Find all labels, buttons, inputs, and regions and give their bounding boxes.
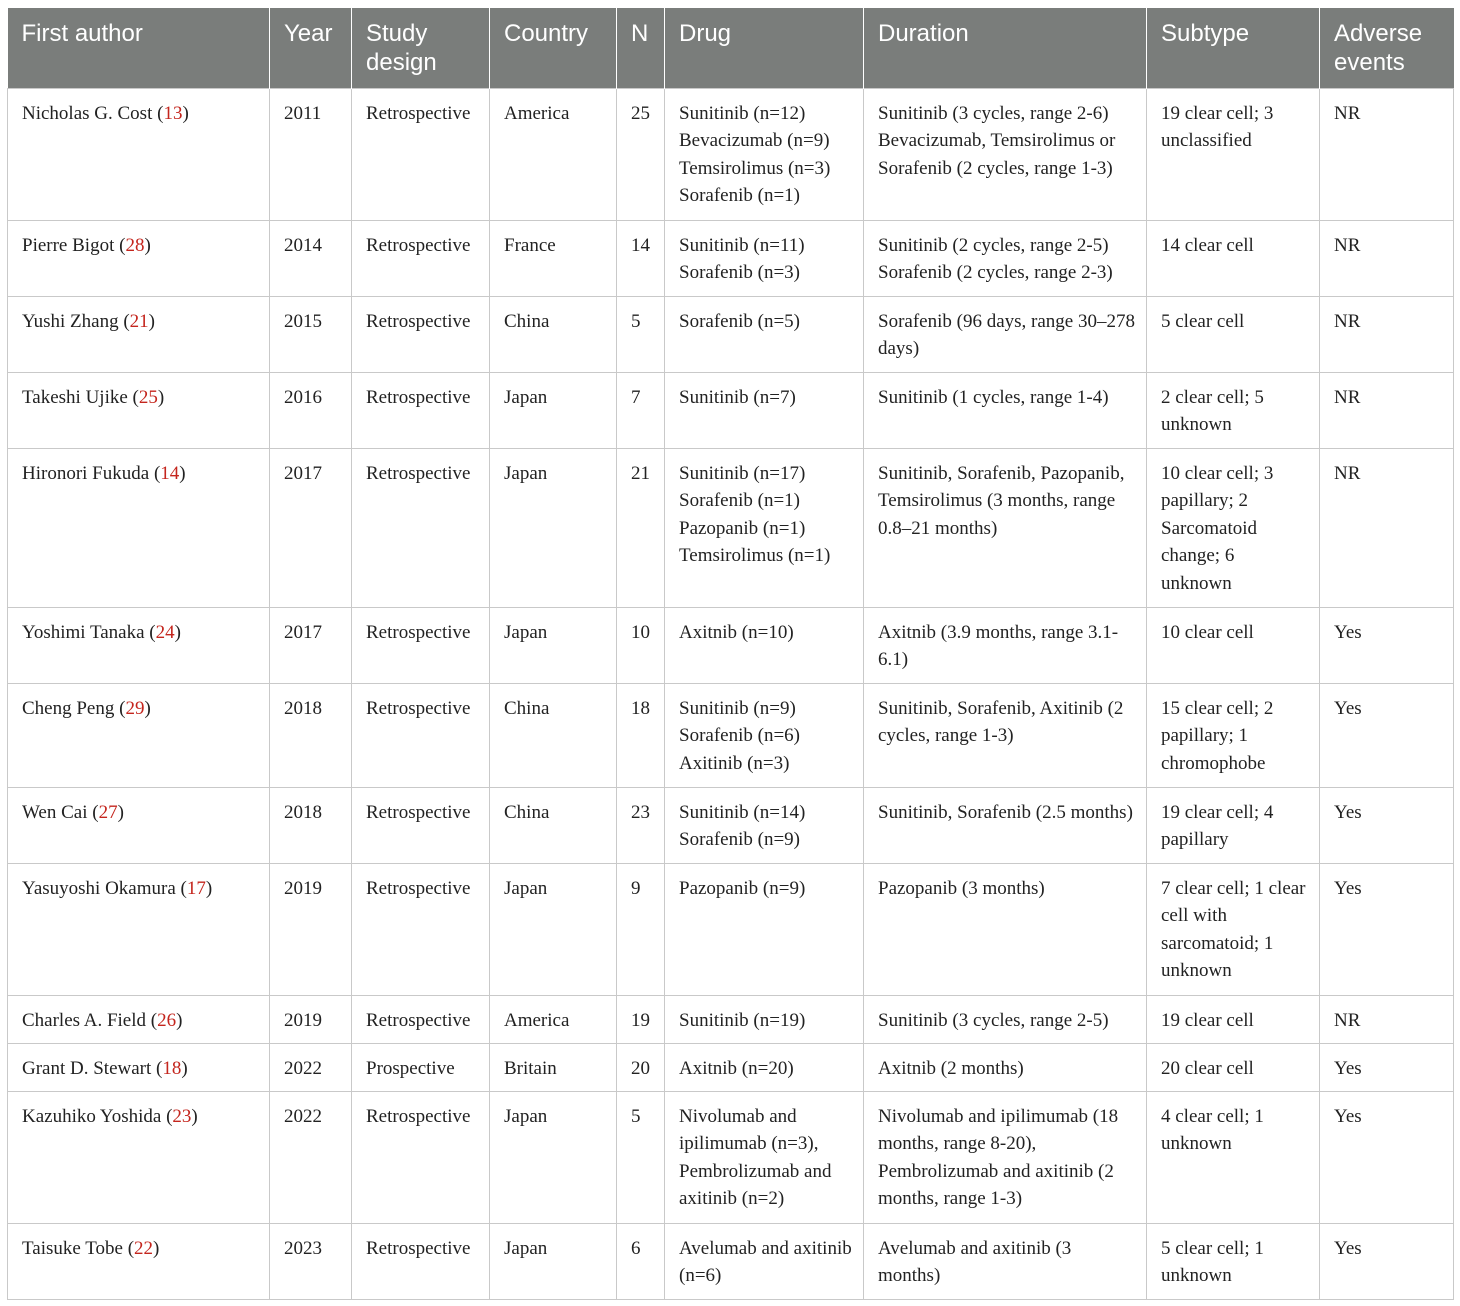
cell-year: 2017: [270, 607, 352, 683]
cell-duration: Sunitinib, Sorafenib, Pazopanib, Temsirolimus (3 months, range 0.8–21 months): [864, 448, 1147, 607]
cell-drug: Sunitinib (n=17) Sorafenib (n=1) Pazopanib (n=1) Temsirolimus (n=1): [665, 448, 864, 607]
cell-drug: Sorafenib (n=5): [665, 296, 864, 372]
header-n: N: [617, 8, 665, 88]
cell-study-design: Retrospective: [352, 1091, 490, 1223]
cell-country: China: [490, 296, 617, 372]
cell-duration: Sunitinib (1 cycles, range 1-4): [864, 372, 1147, 448]
cell-year: 2018: [270, 787, 352, 863]
cell-year: 2022: [270, 1091, 352, 1223]
header-study-design: Study design: [352, 8, 490, 88]
cell-country: Japan: [490, 607, 617, 683]
cell-year: 2019: [270, 863, 352, 995]
cell-country: America: [490, 995, 617, 1043]
cell-duration: Axitnib (3.9 months, range 3.1-6.1): [864, 607, 1147, 683]
author-name: Nicholas G. Cost: [22, 102, 153, 124]
cell-drug: Sunitinib (n=7): [665, 372, 864, 448]
cell-drug: Sunitinib (n=11) Sorafenib (n=3): [665, 220, 864, 296]
reference-link[interactable]: 21: [129, 310, 149, 332]
cell-study-design: Retrospective: [352, 787, 490, 863]
cell-study-design: Retrospective: [352, 88, 490, 220]
table-row: [8, 607, 1454, 683]
cell-first-author: Hironori Fukuda (14): [8, 448, 270, 607]
header-duration: Duration: [864, 8, 1147, 88]
cell-first-author: Grant D. Stewart (18): [8, 1043, 270, 1091]
header-country: Country: [490, 8, 617, 88]
cell-n: 25: [617, 88, 665, 220]
cell-drug: Sunitinib (n=14) Sorafenib (n=9): [665, 787, 864, 863]
cell-n: 10: [617, 607, 665, 683]
cell-study-design: Retrospective: [352, 995, 490, 1043]
cell-n: 23: [617, 787, 665, 863]
author-name: Yoshimi Tanaka: [22, 621, 145, 643]
cell-duration: Sunitinib (2 cycles, range 2-5) Sorafenib (2 cycles, range 2-3): [864, 220, 1147, 296]
cell-drug: Axitnib (n=10): [665, 607, 864, 683]
cell-country: China: [490, 683, 617, 787]
cell-drug: Avelumab and axitinib (n=6): [665, 1223, 864, 1299]
table-container: [7, 8, 1453, 1300]
header-row: [8, 8, 1454, 88]
reference-link[interactable]: 22: [134, 1237, 154, 1259]
table-row: [8, 1091, 1454, 1223]
cell-adverse-events: NR: [1320, 372, 1454, 448]
author-name: Hironori Fukuda: [22, 462, 150, 484]
cell-adverse-events: NR: [1320, 995, 1454, 1043]
table-row: [8, 863, 1454, 995]
cell-adverse-events: NR: [1320, 88, 1454, 220]
reference-link[interactable]: 28: [125, 234, 145, 256]
reference-link[interactable]: 23: [172, 1105, 192, 1127]
table-row: [8, 1043, 1454, 1091]
header-year: Year: [270, 8, 352, 88]
cell-year: 2016: [270, 372, 352, 448]
cell-year: 2022: [270, 1043, 352, 1091]
cell-duration: Pazopanib (3 months): [864, 863, 1147, 995]
author-name: Pierre Bigot: [22, 234, 115, 256]
cell-subtype: 7 clear cell; 1 clear cell with sarcomatoid; 1 unknown: [1147, 863, 1320, 995]
cell-adverse-events: Yes: [1320, 1043, 1454, 1091]
author-name: Yushi Zhang: [22, 310, 119, 332]
reference-link[interactable]: 27: [98, 801, 118, 823]
cell-study-design: Retrospective: [352, 448, 490, 607]
author-name: Charles A. Field: [22, 1009, 147, 1031]
table-row: [8, 88, 1454, 220]
author-name: Grant D. Stewart: [22, 1057, 152, 1079]
cell-year: 2018: [270, 683, 352, 787]
cell-year: 2017: [270, 448, 352, 607]
reference-link[interactable]: 17: [186, 877, 206, 899]
reference-link[interactable]: 13: [163, 102, 183, 124]
author-name: Taisuke Tobe: [22, 1237, 123, 1259]
cell-subtype: 15 clear cell; 2 papillary; 1 chromophobe: [1147, 683, 1320, 787]
cell-study-design: Retrospective: [352, 607, 490, 683]
author-name: Cheng Peng: [22, 697, 115, 719]
cell-study-design: Prospective: [352, 1043, 490, 1091]
cell-subtype: 19 clear cell; 3 unclassified: [1147, 88, 1320, 220]
table-row: [8, 683, 1454, 787]
table-row: [8, 220, 1454, 296]
cell-first-author: Nicholas G. Cost (13): [8, 88, 270, 220]
cell-duration: Avelumab and axitinib (3 months): [864, 1223, 1147, 1299]
reference-link[interactable]: 29: [125, 697, 145, 719]
cell-subtype: 19 clear cell; 4 papillary: [1147, 787, 1320, 863]
reference-link[interactable]: 24: [155, 621, 175, 643]
cell-adverse-events: Yes: [1320, 1223, 1454, 1299]
cell-n: 6: [617, 1223, 665, 1299]
cell-subtype: 5 clear cell: [1147, 296, 1320, 372]
cell-study-design: Retrospective: [352, 296, 490, 372]
studies-table: [7, 8, 1454, 1300]
cell-country: Japan: [490, 1091, 617, 1223]
cell-country: Japan: [490, 1223, 617, 1299]
cell-drug: Sunitinib (n=19): [665, 995, 864, 1043]
cell-first-author: Pierre Bigot (28): [8, 220, 270, 296]
cell-duration: Sunitinib (3 cycles, range 2-6) Bevacizumab, Temsirolimus or Sorafenib (2 cycles, range 1-3): [864, 88, 1147, 220]
cell-duration: Sunitinib (3 cycles, range 2-5): [864, 995, 1147, 1043]
cell-duration: Sunitinib, Sorafenib (2.5 months): [864, 787, 1147, 863]
cell-duration: Axitnib (2 months): [864, 1043, 1147, 1091]
cell-first-author: Yushi Zhang (21): [8, 296, 270, 372]
cell-first-author: Kazuhiko Yoshida (23): [8, 1091, 270, 1223]
cell-first-author: Charles A. Field (26): [8, 995, 270, 1043]
author-name: Kazuhiko Yoshida: [22, 1105, 162, 1127]
cell-n: 5: [617, 1091, 665, 1223]
cell-n: 9: [617, 863, 665, 995]
cell-study-design: Retrospective: [352, 683, 490, 787]
table-row: [8, 296, 1454, 372]
reference-link[interactable]: 26: [157, 1009, 177, 1031]
header-drug: Drug: [665, 8, 864, 88]
cell-adverse-events: Yes: [1320, 1091, 1454, 1223]
cell-n: 20: [617, 1043, 665, 1091]
cell-adverse-events: Yes: [1320, 683, 1454, 787]
table-row: [8, 448, 1454, 607]
cell-drug: Nivolumab and ipilimumab (n=3), Pembrolizumab and axitinib (n=2): [665, 1091, 864, 1223]
cell-first-author: Takeshi Ujike (25): [8, 372, 270, 448]
cell-study-design: Retrospective: [352, 220, 490, 296]
cell-adverse-events: NR: [1320, 448, 1454, 607]
cell-drug: Pazopanib (n=9): [665, 863, 864, 995]
cell-duration: Sorafenib (96 days, range 30–278 days): [864, 296, 1147, 372]
cell-subtype: 4 clear cell; 1 unknown: [1147, 1091, 1320, 1223]
cell-year: 2023: [270, 1223, 352, 1299]
cell-adverse-events: NR: [1320, 220, 1454, 296]
cell-study-design: Retrospective: [352, 1223, 490, 1299]
cell-year: 2011: [270, 88, 352, 220]
cell-country: Japan: [490, 372, 617, 448]
cell-subtype: 19 clear cell: [1147, 995, 1320, 1043]
cell-adverse-events: Yes: [1320, 607, 1454, 683]
header-first-author: First author: [8, 8, 270, 88]
cell-study-design: Retrospective: [352, 863, 490, 995]
table-body: [8, 88, 1454, 1299]
cell-subtype: 5 clear cell; 1 unknown: [1147, 1223, 1320, 1299]
cell-subtype: 14 clear cell: [1147, 220, 1320, 296]
cell-adverse-events: Yes: [1320, 863, 1454, 995]
author-name: Takeshi Ujike: [22, 386, 128, 408]
header-adverse-events: Adverse events: [1320, 8, 1454, 88]
cell-country: America: [490, 88, 617, 220]
cell-n: 18: [617, 683, 665, 787]
author-name: Wen Cai: [22, 801, 88, 823]
reference-link[interactable]: 25: [138, 386, 158, 408]
cell-first-author: Taisuke Tobe (22): [8, 1223, 270, 1299]
cell-n: 21: [617, 448, 665, 607]
cell-country: Britain: [490, 1043, 617, 1091]
cell-drug: Axitnib (n=20): [665, 1043, 864, 1091]
cell-year: 2015: [270, 296, 352, 372]
cell-n: 14: [617, 220, 665, 296]
cell-year: 2014: [270, 220, 352, 296]
cell-year: 2019: [270, 995, 352, 1043]
cell-n: 7: [617, 372, 665, 448]
table-row: [8, 372, 1454, 448]
table-row: [8, 1223, 1454, 1299]
cell-subtype: 2 clear cell; 5 unknown: [1147, 372, 1320, 448]
cell-adverse-events: Yes: [1320, 787, 1454, 863]
cell-country: Japan: [490, 448, 617, 607]
cell-subtype: 20 clear cell: [1147, 1043, 1320, 1091]
cell-country: Japan: [490, 863, 617, 995]
reference-link[interactable]: 14: [160, 462, 180, 484]
cell-first-author: Wen Cai (27): [8, 787, 270, 863]
cell-adverse-events: NR: [1320, 296, 1454, 372]
cell-subtype: 10 clear cell: [1147, 607, 1320, 683]
cell-drug: Sunitinib (n=9) Sorafenib (n=6) Axitinib (n=3): [665, 683, 864, 787]
author-name: Yasuyoshi Okamura: [22, 877, 176, 899]
cell-duration: Sunitinib, Sorafenib, Axitinib (2 cycles, range 1-3): [864, 683, 1147, 787]
cell-study-design: Retrospective: [352, 372, 490, 448]
cell-country: China: [490, 787, 617, 863]
cell-duration: Nivolumab and ipilimumab (18 months, range 8-20), Pembrolizumab and axitinib (2 months, range 1-3): [864, 1091, 1147, 1223]
cell-first-author: Yoshimi Tanaka (24): [8, 607, 270, 683]
cell-n: 5: [617, 296, 665, 372]
cell-n: 19: [617, 995, 665, 1043]
reference-link[interactable]: 18: [162, 1057, 182, 1079]
cell-first-author: Cheng Peng (29): [8, 683, 270, 787]
cell-drug: Sunitinib (n=12) Bevacizumab (n=9) Temsirolimus (n=3) Sorafenib (n=1): [665, 88, 864, 220]
table-row: [8, 995, 1454, 1043]
cell-first-author: Yasuyoshi Okamura (17): [8, 863, 270, 995]
table-row: [8, 787, 1454, 863]
cell-country: France: [490, 220, 617, 296]
cell-subtype: 10 clear cell; 3 papillary; 2 Sarcomatoid change; 6 unknown: [1147, 448, 1320, 607]
header-subtype: Subtype: [1147, 8, 1320, 88]
